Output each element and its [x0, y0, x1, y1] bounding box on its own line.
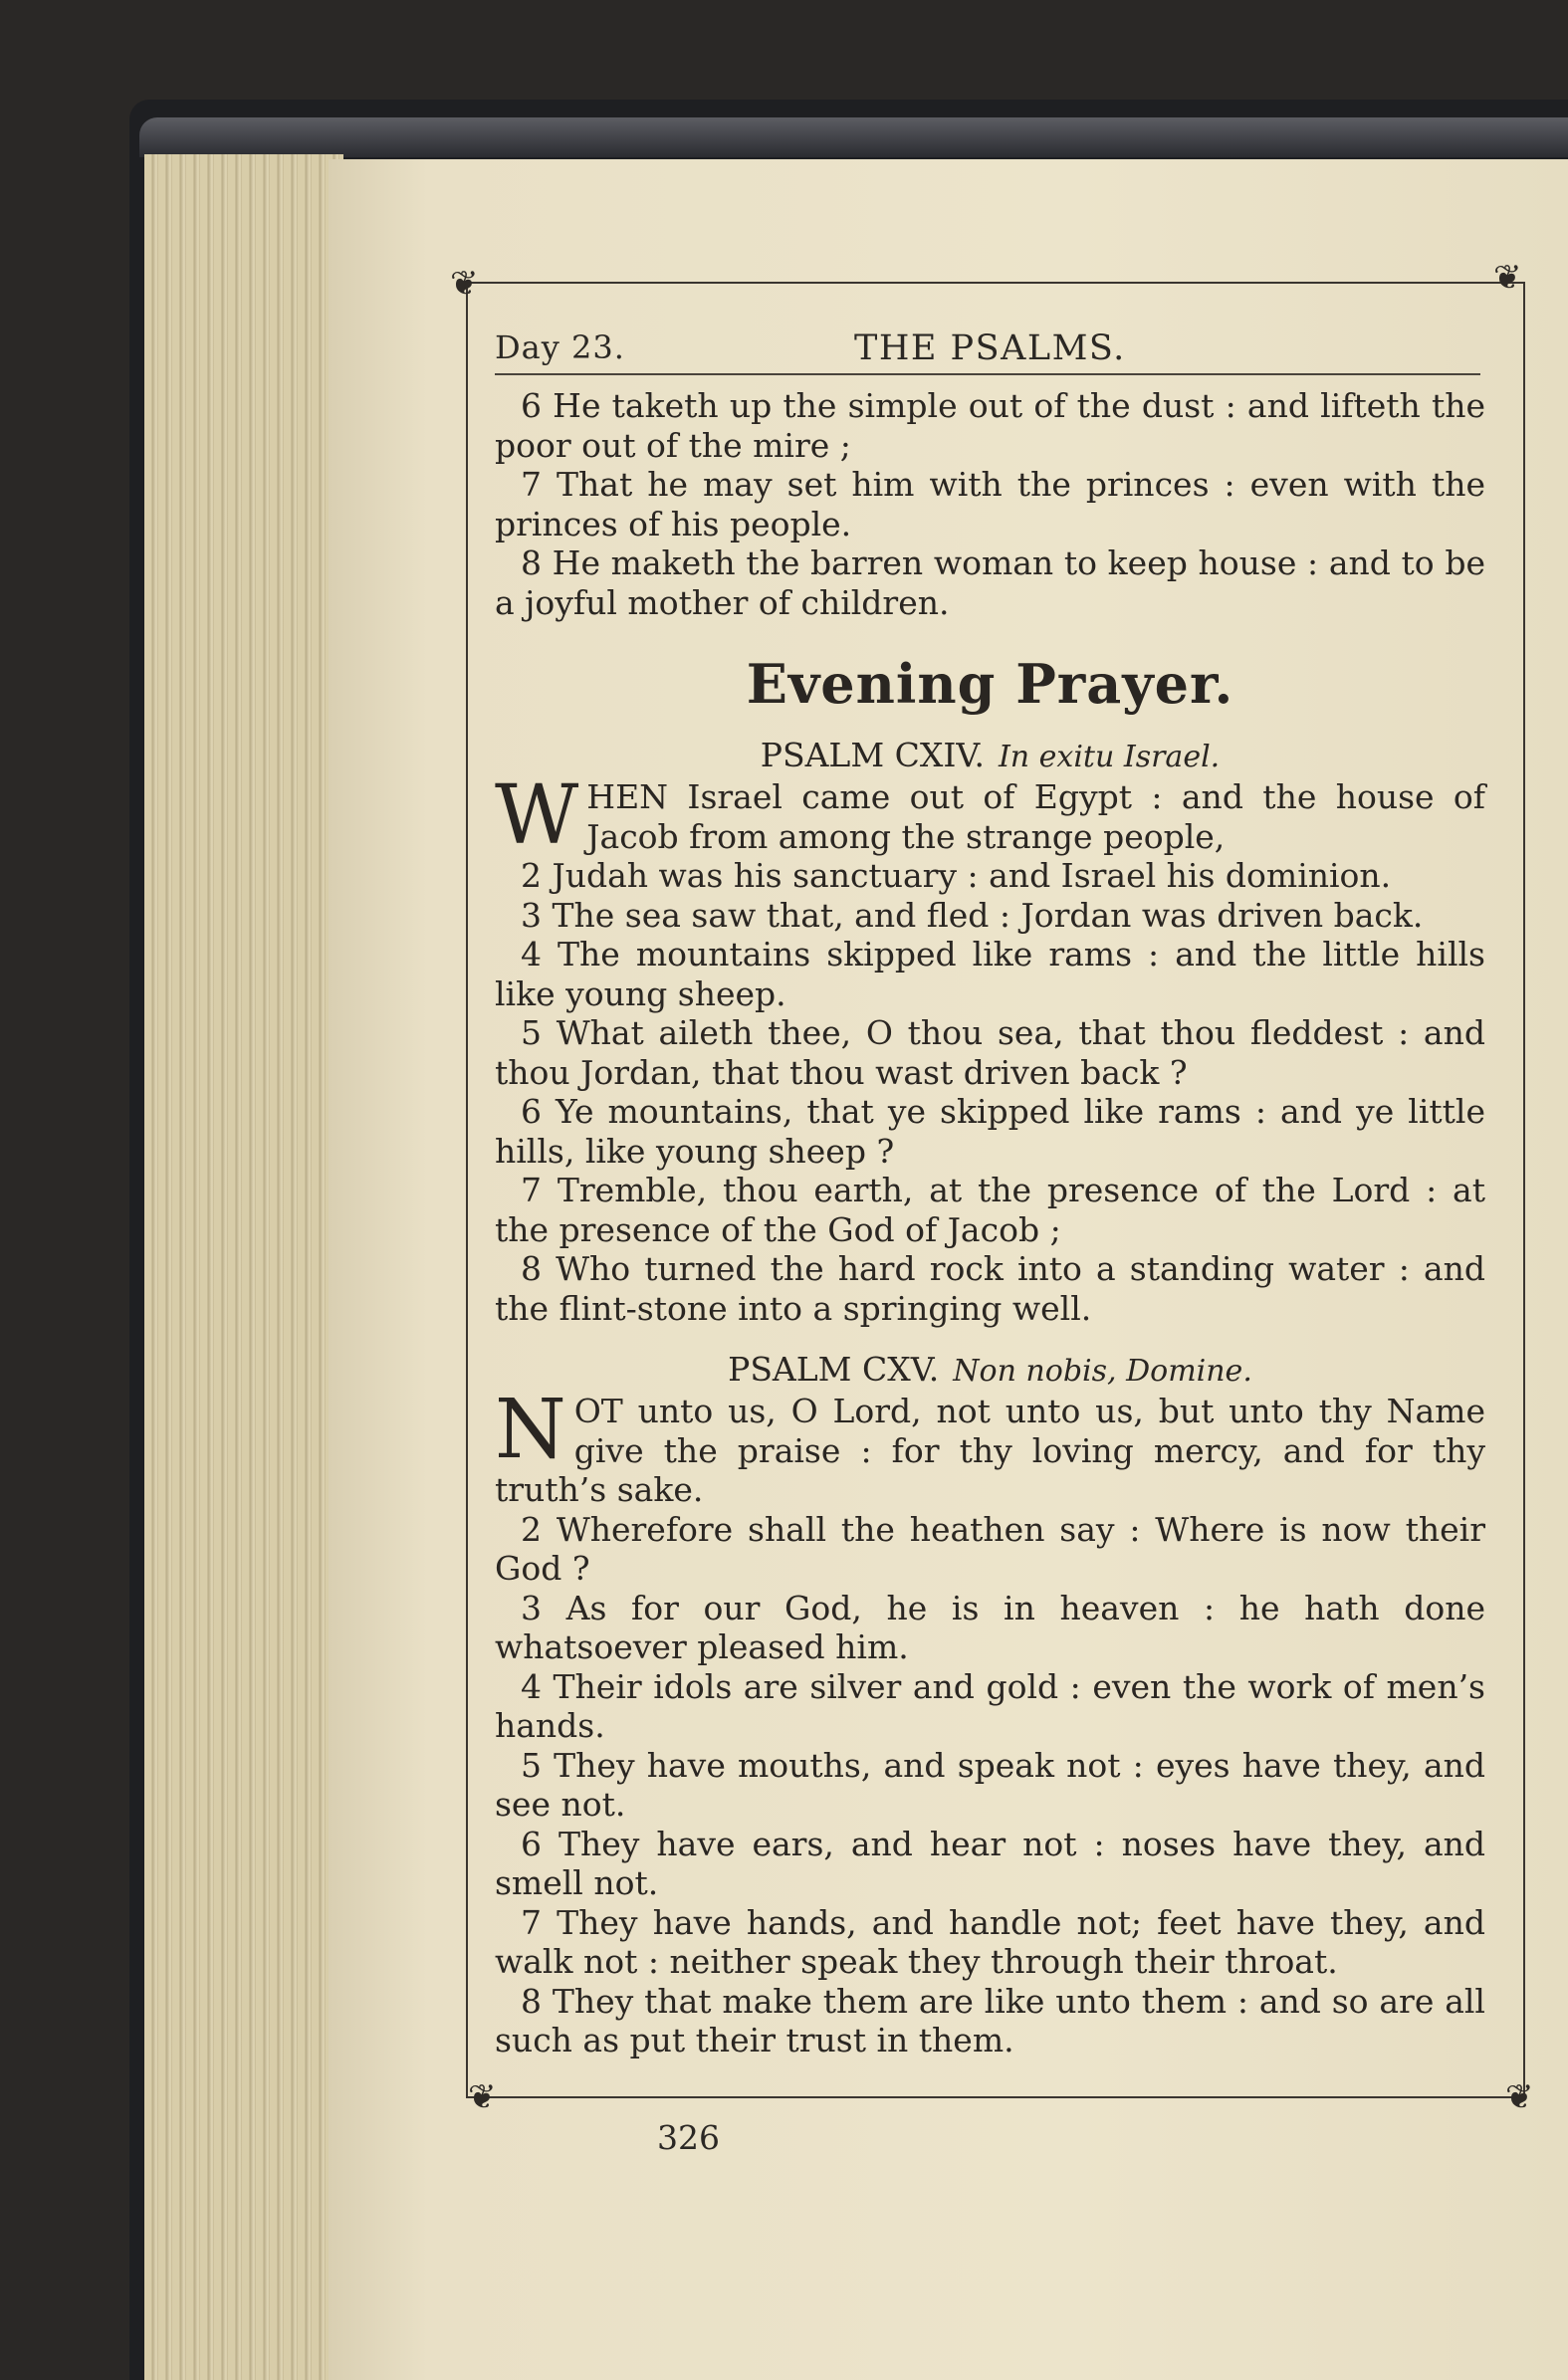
drop-cap: W	[495, 768, 579, 863]
verse: 2 Judah was his sanctuary : and Israel his dominion.	[521, 856, 1392, 895]
section-title: Evening Prayer.	[746, 652, 1234, 716]
psalm-number: PSALM CXIV.	[760, 736, 985, 774]
verse: 4 Their idols are silver and gold : even the work of men’s hands.	[495, 1666, 1485, 1745]
first-verse-text: OT unto us, O Lord, not unto us, but unto thy Name give the praise : for thy loving mercy, and for thy truth’s sake.	[495, 1392, 1485, 1509]
psalm-first-verse	[495, 768, 1485, 863]
verse: 7 Tremble, thou earth, at the presence of the Lord : at the presence of the God of Jacob ;	[495, 1171, 1485, 1249]
frame-bottom-rule	[466, 2096, 1523, 2098]
day-label: Day 23.	[495, 328, 625, 366]
verse: 4 The mountains skipped like rams : and the little hills like young sheep.	[495, 935, 1485, 1013]
psalm-heading	[495, 736, 1485, 777]
page-title: THE PSALMS.	[854, 328, 1126, 368]
book-cover-top-edge	[139, 117, 1568, 157]
verse: 7 That he may set him with the princes : even with the princes of his people.	[495, 465, 1485, 543]
verse: 8 Who turned the hard rock into a standing water : and the flint-stone into a springing well.	[495, 1249, 1485, 1328]
verse: 8 He maketh the barren woman to keep house : and to be a joyful mother of children.	[495, 543, 1485, 622]
ornament-corner-icon: ❦	[450, 264, 479, 304]
verse: 6 Ye mountains, that ye skipped like rams : and ye little hills, like young sheep ?	[495, 1092, 1485, 1171]
page-edges	[144, 154, 343, 2380]
ornament-corner-icon: ❦	[1493, 258, 1522, 298]
verse: 3 The sea saw that, and fled : Jordan was driven back.	[521, 895, 1424, 935]
header-rule	[495, 373, 1480, 375]
psalm-number: PSALM CXV.	[728, 1350, 940, 1389]
psalm-first-verse	[495, 1383, 1485, 1510]
psalm-heading	[495, 1350, 1485, 1392]
verse: 3 As for our God, he is in heaven : he hath done whatsoever pleased him.	[495, 1588, 1485, 1666]
page-number: 326	[657, 2118, 720, 2157]
psalm-latin-incipit: Non nobis, Domine.	[953, 1354, 1252, 1389]
frame-top-rule	[466, 282, 1523, 284]
verse: 6 He taketh up the simple out of the dust : and lifteth the poor out of the mire ;	[495, 386, 1485, 465]
verse: 8 They that make them are like unto them : and so are all such as put their trust in them.	[495, 1981, 1485, 2059]
verse: 5 They have mouths, and speak not : eyes have they, and see not.	[495, 1745, 1485, 1824]
first-verse-text: HEN Israel came out of Egypt : and the house of Jacob from among the strange people,	[586, 777, 1485, 856]
psalm-latin-incipit: In exitu Israel.	[998, 740, 1221, 774]
page-text	[495, 386, 1485, 2060]
verse: 5 What aileth thee, O thou sea, that thou fleddest : and thou Jordan, that thou wast driven back ?	[495, 1013, 1485, 1092]
drop-cap: N	[495, 1383, 566, 1477]
verse: 7 They have hands, and handle not; feet have they, and walk not : neither speak they through their throat.	[495, 1902, 1485, 1981]
ornament-corner-icon: ❦	[1505, 2077, 1534, 2117]
verse: 6 They have ears, and hear not : noses have they, and smell not.	[495, 1824, 1485, 1902]
verse: 2 Wherefore shall the heathen say : Where is now their God ?	[495, 1509, 1485, 1588]
ornament-corner-icon: ❦	[468, 2077, 497, 2117]
